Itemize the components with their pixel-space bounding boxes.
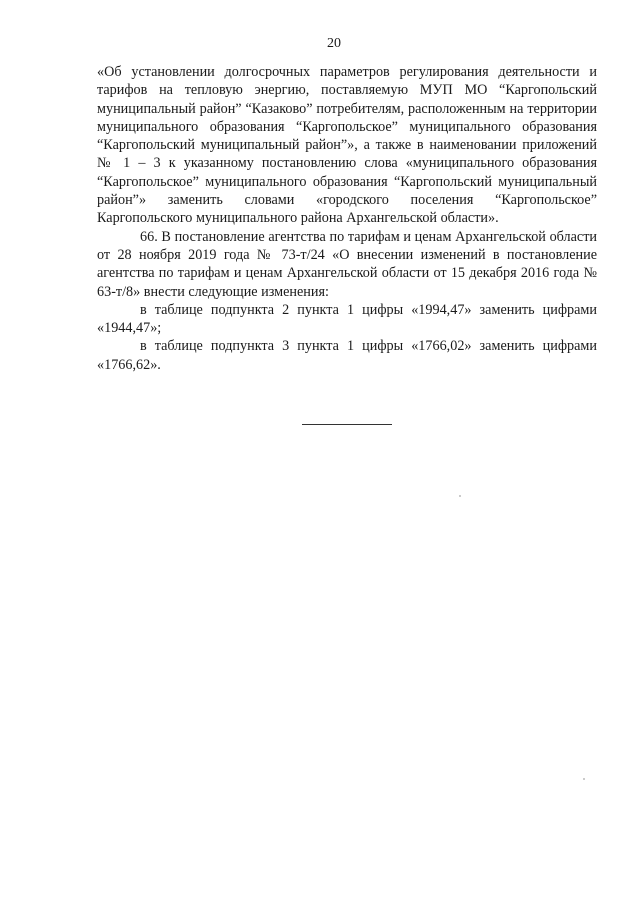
- scan-speck: [583, 778, 585, 780]
- document-body: [97, 63, 597, 374]
- paragraph-continuation: «Об установлении долгосрочных параметров регулирования деятельности и тарифов на тепловую энергию, поставляемую МУП МО “Каргопольский муниципальный район” “Казаково” потребителям, расположенным на территории муниципального образования “Каргопольское” муниципального образования “Каргопольский муниципальный район”», а также в наименовании приложений № 1 – 3 к указанному постановлению слова «муниципального образования “Каргопольское” муниципального образования “Каргопольский муниципальный район”» заменить словами «городского поселения “Каргопольское” Каргопольского муниципального района Архангельской области».: [97, 64, 597, 227]
- scan-speck: [459, 495, 461, 497]
- end-separator-line: [302, 424, 392, 425]
- paragraph-table-change-2: в таблице подпункта 3 пункта 1 цифры «1766,02» заменить цифрами «1766,62».: [97, 338, 597, 373]
- paragraph-table-change-1: в таблице подпункта 2 пункта 1 цифры «1994,47» заменить цифрами «1944,47»;: [97, 301, 597, 337]
- paragraph-item-66: 66. В постановление агентства по тарифам и ценам Архангельской области от 28 ноября 2019 года № 73-т/24 «О внесении изменений в постановление агентства по тарифам и ценам Архангельской области от 15 декабря 2016 года № 63-т/8» внести следующие изменения:: [97, 228, 597, 300]
- page-number: 20: [327, 36, 341, 51]
